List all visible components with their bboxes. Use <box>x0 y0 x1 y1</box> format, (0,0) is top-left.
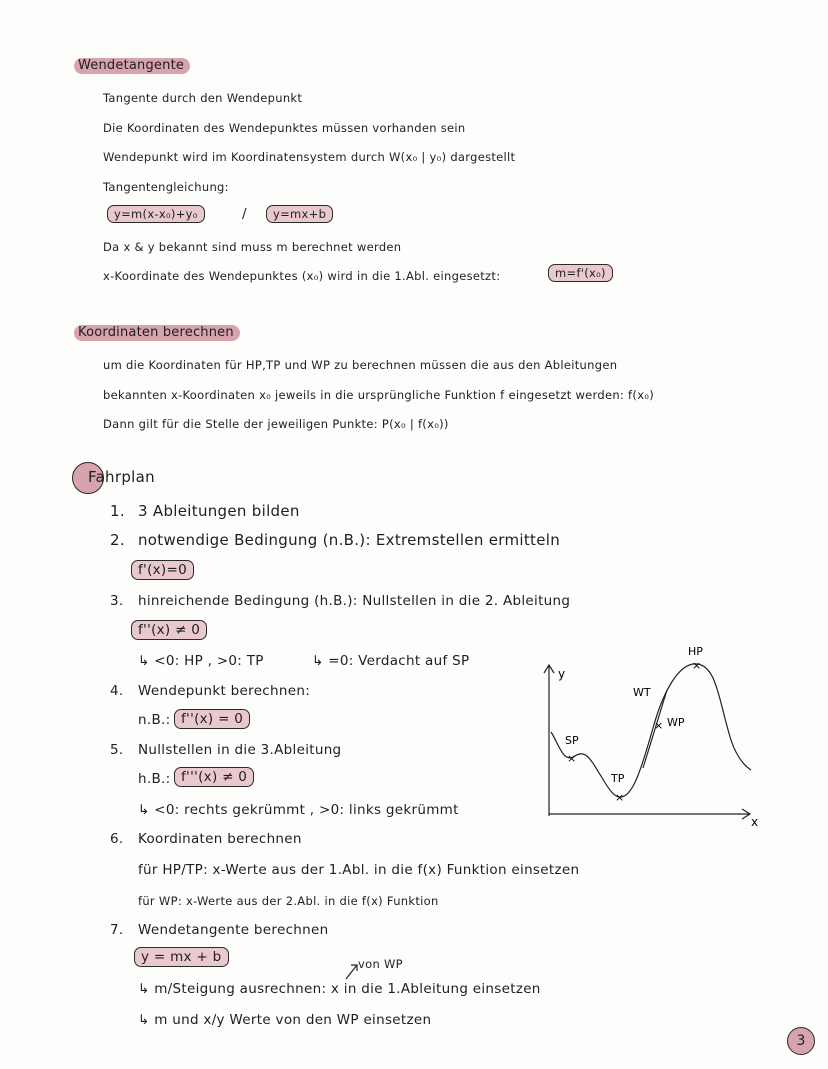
step-4: 4. Wendepunkt berechnen: <box>110 683 311 699</box>
text-line: n.B.: <box>138 712 171 728</box>
tp-marker: × <box>615 791 625 804</box>
wp-label: WP <box>667 716 685 729</box>
formula-box: f'(x)=0 <box>131 560 194 580</box>
step-7: 7. Wendetangente berechnen <box>110 922 329 938</box>
y-axis-label: y <box>558 667 566 681</box>
text-line: Tangentengleichung: <box>103 180 229 194</box>
step-5: 5. Nullstellen in die 3.Ableitung <box>110 742 342 758</box>
text-line: ↳ m und x/y Werte von den WP einsetzen <box>138 1012 432 1028</box>
text-line: ↳ =0: Verdacht auf SP <box>312 653 470 669</box>
text-line: Da x & y bekannt sind muss m berechnet werden <box>103 240 402 254</box>
text-line: um die Koordinaten für HP,TP und WP zu berechnen müssen die aus den Ableitungen <box>103 358 618 372</box>
separator: / <box>242 206 247 222</box>
section-heading-wendetangente: Wendetangente <box>74 58 190 73</box>
annotation-note: von WP <box>358 957 403 971</box>
formula-box: y=mx+b <box>266 205 333 223</box>
wt-label: WT <box>633 686 651 699</box>
tp-label: TP <box>611 772 625 785</box>
section-heading-koordinaten: Koordinaten berechnen <box>74 325 240 340</box>
text-line: x-Koordinate des Wendepunktes (x₀) wird in die 1.Abl. eingesetzt: <box>103 269 501 283</box>
text-line: Die Koordinaten des Wendepunktes müssen vorhanden sein <box>103 121 466 135</box>
text-line: ↳ <0: HP , >0: TP <box>138 653 264 669</box>
hp-label: HP <box>688 645 703 658</box>
text-line: für HP/TP: x-Werte aus der 1.Abl. in die f(x) Funktion einsetzen <box>138 862 580 878</box>
formula-box: f''(x) ≠ 0 <box>131 620 207 640</box>
formula-box: f'''(x) ≠ 0 <box>174 767 254 787</box>
function-curve <box>551 664 751 797</box>
note-arrow <box>342 960 362 982</box>
hp-marker: × <box>692 659 702 672</box>
sp-label: SP <box>565 734 579 747</box>
text-line: bekannten x-Koordinaten x₀ jeweils in die ursprüngliche Funktion f eingesetzt werden: f(x₀) <box>103 388 654 402</box>
step-1: 1. 3 Ableitungen bilden <box>110 502 300 520</box>
text-line: ↳ <0: rechts gekrümmt , >0: links gekrümmt <box>138 802 459 818</box>
text-line: Tangente durch den Wendepunkt <box>103 91 303 105</box>
section-heading-fahrplan: Fahrplan <box>88 468 155 486</box>
formula-box: m=f'(x₀) <box>548 264 613 282</box>
formula-box: y = mx + b <box>134 947 229 967</box>
text-line: Dann gilt für die Stelle der jeweiligen Punkte: P(x₀ | f(x₀)) <box>103 417 449 431</box>
step-6: 6. Koordinaten berechnen <box>110 831 302 847</box>
page-number: 3 <box>787 1027 815 1055</box>
step-3: 3. hinreichende Bedingung (h.B.): Nullstellen in die 2. Ableitung <box>110 593 571 609</box>
formula-box: f''(x) = 0 <box>174 709 250 729</box>
step-2: 2. notwendige Bedingung (n.B.): Extremstellen ermitteln <box>110 531 561 549</box>
x-axis-label: x <box>751 815 759 829</box>
function-graph <box>535 640 775 830</box>
text-line: für WP: x-Werte aus der 2.Abl. in die f(x) Funktion <box>138 894 439 908</box>
text-line: ↳ m/Steigung ausrechnen: x in die 1.Ableitung einsetzen <box>138 981 541 997</box>
wp-marker: × <box>654 719 664 732</box>
sp-marker: × <box>567 752 577 765</box>
text-line: Wendepunkt wird im Koordinatensystem durch W(x₀ | y₀) dargestellt <box>103 150 516 164</box>
formula-box: y=m(x-x₀)+y₀ <box>107 205 205 223</box>
text-line: h.B.: <box>138 771 171 787</box>
